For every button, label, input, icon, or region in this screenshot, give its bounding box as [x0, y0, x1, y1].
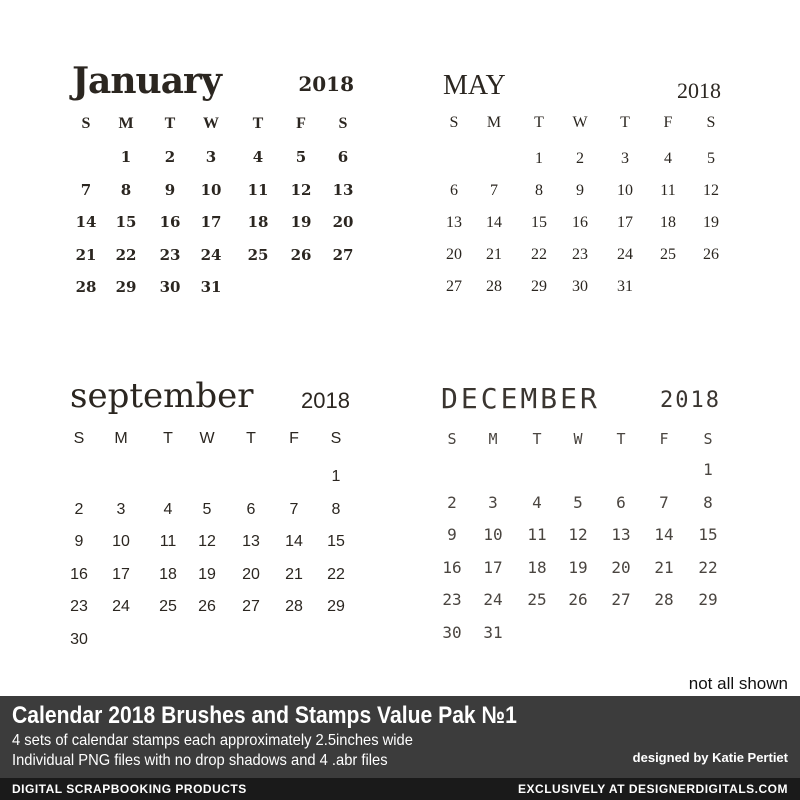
- calendar-day: 31: [483, 622, 503, 642]
- weekday-label: W: [572, 114, 588, 131]
- calendar-day: 3: [488, 492, 498, 512]
- calendar-day: 17: [483, 557, 503, 577]
- calendar-day: 11: [527, 525, 547, 544]
- calendar-day: 24: [200, 245, 222, 264]
- calendar-day: 21: [285, 565, 303, 583]
- calendar-day: 22: [698, 557, 718, 577]
- calendar-day: 25: [527, 590, 547, 609]
- calendar-day: 15: [115, 213, 137, 231]
- year-label: 2018: [677, 78, 721, 103]
- calendar-day: 22: [115, 245, 137, 264]
- calendar-day: 21: [486, 246, 502, 263]
- calendar-day: 7: [659, 492, 669, 512]
- weekday-label: T: [532, 430, 542, 448]
- calendar-day: 18: [247, 213, 269, 231]
- weekday-label: W: [203, 115, 219, 132]
- calendar-day: 22: [327, 565, 345, 583]
- calendar-day: 15: [327, 533, 345, 550]
- calendar-day: 4: [252, 148, 264, 166]
- calendar-day: 8: [703, 492, 713, 512]
- calendar-day: 29: [327, 598, 345, 615]
- calendar-day: 23: [572, 246, 588, 263]
- calendar-day: 20: [446, 246, 462, 263]
- calendar-day: 6: [246, 500, 256, 518]
- weekday-label: S: [330, 430, 342, 447]
- calendar-day: 10: [617, 182, 633, 199]
- calendar-day: 20: [611, 557, 631, 577]
- calendar-day: 24: [112, 598, 130, 615]
- calendar-day: 31: [617, 278, 633, 295]
- weekday-label: M: [118, 115, 134, 132]
- calendar-day: 17: [617, 214, 633, 231]
- calendar-day: 31: [200, 278, 222, 296]
- weekday-label: S: [449, 114, 459, 131]
- calendar-day: 23: [159, 245, 181, 264]
- year-label: 2018: [301, 388, 350, 413]
- calendar-january: [72, 60, 354, 300]
- calendar-day: 10: [200, 180, 222, 199]
- weekday-label: S: [73, 430, 85, 447]
- calendar-day: 11: [159, 533, 177, 550]
- designer-credit: designed by Katie Pertiet: [632, 750, 788, 765]
- calendar-day: 16: [70, 565, 88, 583]
- calendar-day: 1: [535, 150, 543, 167]
- calendar-day: 28: [654, 590, 674, 609]
- calendar-day: 2: [576, 150, 584, 167]
- calendar-day: 18: [527, 557, 547, 577]
- product-description-line-1: 4 sets of calendar stamps each approximately 2.5inches wide: [12, 732, 413, 749]
- calendar-day: 19: [703, 214, 719, 231]
- calendar-day: 26: [703, 246, 719, 263]
- calendar-day: 20: [242, 565, 260, 583]
- calendar-day: 12: [568, 525, 588, 544]
- weekday-label: M: [486, 114, 502, 131]
- footer-category: DIGITAL SCRAPBOOKING PRODUCTS: [12, 782, 247, 796]
- calendar-day: 17: [112, 565, 130, 583]
- weekday-label: M: [114, 430, 128, 447]
- calendar-day: 9: [74, 533, 84, 550]
- calendar-day: 16: [572, 214, 588, 231]
- calendar-day: 28: [285, 598, 303, 615]
- calendar-day: 14: [486, 214, 502, 231]
- calendar-day: 18: [159, 565, 177, 583]
- not-all-shown-note: not all shown: [688, 674, 788, 693]
- month-title: DECEMBER: [441, 382, 600, 415]
- calendar-day: 1: [120, 148, 132, 166]
- weekday-label: F: [663, 114, 673, 131]
- calendar-day: 6: [450, 182, 458, 199]
- calendar-day: 28: [75, 278, 97, 296]
- calendar-day: 30: [442, 622, 462, 642]
- calendar-day: 27: [611, 590, 631, 609]
- calendar-day: 5: [202, 500, 212, 518]
- calendar-day: 16: [159, 213, 181, 231]
- weekday-label: M: [488, 430, 498, 448]
- calendar-day: 27: [332, 245, 354, 264]
- calendar-day: 10: [112, 533, 130, 550]
- calendar-day: 12: [198, 533, 216, 550]
- calendar-day: 23: [442, 590, 462, 609]
- calendar-day: 27: [446, 278, 462, 295]
- calendar-day: 25: [247, 245, 269, 264]
- calendar-day: 2: [74, 500, 84, 518]
- calendar-day: 8: [535, 182, 543, 199]
- calendar-day: 11: [247, 180, 269, 199]
- calendar-day: 21: [75, 245, 97, 264]
- calendar-day: 16: [442, 557, 462, 577]
- calendar-day: 13: [332, 180, 354, 199]
- calendar-day: 29: [531, 278, 547, 295]
- year-label: 2018: [298, 72, 354, 96]
- calendar-day: 30: [572, 278, 588, 295]
- calendar-day: 28: [486, 278, 502, 295]
- calendar-day: 3: [621, 150, 629, 167]
- calendar-day: 26: [568, 590, 588, 609]
- calendar-day: 19: [198, 565, 216, 583]
- calendar-day: 29: [115, 278, 137, 296]
- calendar-day: 29: [698, 590, 718, 609]
- calendar-day: 15: [698, 525, 718, 544]
- calendar-day: 24: [617, 246, 633, 263]
- weekday-label: W: [199, 430, 215, 447]
- calendar-day: 10: [483, 525, 503, 544]
- calendar-day: 17: [200, 213, 222, 231]
- weekday-label: T: [620, 114, 630, 131]
- calendar-day: 13: [446, 214, 462, 231]
- calendar-day: 12: [290, 180, 312, 199]
- year-label: 2018: [660, 388, 721, 413]
- calendar-day: 23: [70, 598, 88, 615]
- calendar-day: 5: [707, 150, 715, 167]
- calendar-day: 9: [164, 180, 176, 199]
- product-description-line-2: Individual PNG files with no drop shadows and 4 .abr files: [12, 752, 388, 769]
- month-title: september: [70, 376, 254, 416]
- calendar-may: [443, 66, 721, 306]
- calendar-day: 4: [664, 150, 672, 167]
- calendar-day: 1: [703, 460, 713, 479]
- weekday-label: F: [659, 430, 669, 448]
- calendar-day: 6: [616, 492, 626, 512]
- calendar-day: 4: [532, 492, 542, 512]
- footer-store-link[interactable]: EXCLUSIVELY AT DESIGNERDIGITALS.COM: [518, 782, 788, 796]
- product-title: Calendar 2018 Brushes and Stamps Value Pak №1: [12, 702, 517, 729]
- calendar-day: 15: [531, 214, 547, 231]
- weekday-label: S: [447, 430, 457, 448]
- calendar-day: 8: [120, 180, 132, 199]
- calendar-day: 26: [290, 245, 312, 264]
- weekday-label: S: [338, 115, 348, 132]
- weekday-label: S: [706, 114, 716, 131]
- calendar-september: [70, 376, 350, 656]
- calendar-day: 8: [331, 500, 341, 518]
- calendar-day: 14: [75, 213, 97, 231]
- weekday-label: S: [81, 115, 91, 132]
- calendar-day: 13: [242, 533, 260, 550]
- calendar-day: 5: [573, 492, 583, 512]
- calendar-day: 5: [295, 148, 307, 166]
- weekday-label: T: [534, 114, 544, 131]
- calendar-day: 30: [159, 278, 181, 296]
- calendar-day: 7: [80, 180, 92, 199]
- calendar-day: 21: [654, 557, 674, 577]
- product-banner: [0, 696, 800, 778]
- calendar-day: 30: [70, 630, 88, 648]
- calendar-day: 12: [703, 182, 719, 199]
- calendar-december: [441, 380, 721, 650]
- calendar-day: 18: [660, 214, 676, 231]
- calendar-day: 9: [576, 182, 584, 199]
- calendar-day: 11: [660, 182, 676, 199]
- calendar-day: 24: [483, 590, 503, 609]
- month-title: MAY: [443, 70, 506, 101]
- weekday-label: T: [163, 430, 173, 447]
- weekday-label: F: [289, 430, 299, 447]
- weekday-label: T: [616, 430, 626, 448]
- month-title: January: [72, 60, 221, 102]
- weekday-label: F: [296, 115, 306, 132]
- calendar-day: 20: [332, 213, 354, 231]
- calendar-day: 2: [447, 492, 457, 512]
- calendar-day: 7: [289, 500, 299, 518]
- calendar-day: 6: [337, 148, 349, 166]
- calendar-day: 14: [654, 525, 674, 544]
- calendar-day: 2: [164, 148, 176, 166]
- calendar-day: 22: [531, 246, 547, 263]
- weekday-label: S: [703, 430, 713, 448]
- weekday-label: W: [573, 430, 583, 448]
- calendar-day: 13: [611, 525, 631, 544]
- calendar-day: 14: [285, 533, 303, 550]
- weekday-label: T: [246, 430, 256, 447]
- calendar-day: 3: [116, 500, 126, 518]
- calendar-day: 25: [660, 246, 676, 263]
- calendar-day: 9: [447, 525, 457, 544]
- calendar-day: 3: [205, 148, 217, 166]
- weekday-label: T: [252, 115, 264, 132]
- calendar-day: 27: [242, 598, 260, 615]
- calendar-day: 7: [490, 182, 498, 199]
- footer-bar: [0, 778, 800, 800]
- calendar-day: 26: [198, 598, 216, 615]
- calendar-day: 19: [568, 557, 588, 577]
- calendar-day: 25: [159, 598, 177, 615]
- calendar-day: 1: [331, 468, 341, 485]
- calendar-day: 4: [163, 500, 173, 518]
- calendar-day: 19: [290, 213, 312, 231]
- weekday-label: T: [164, 115, 176, 132]
